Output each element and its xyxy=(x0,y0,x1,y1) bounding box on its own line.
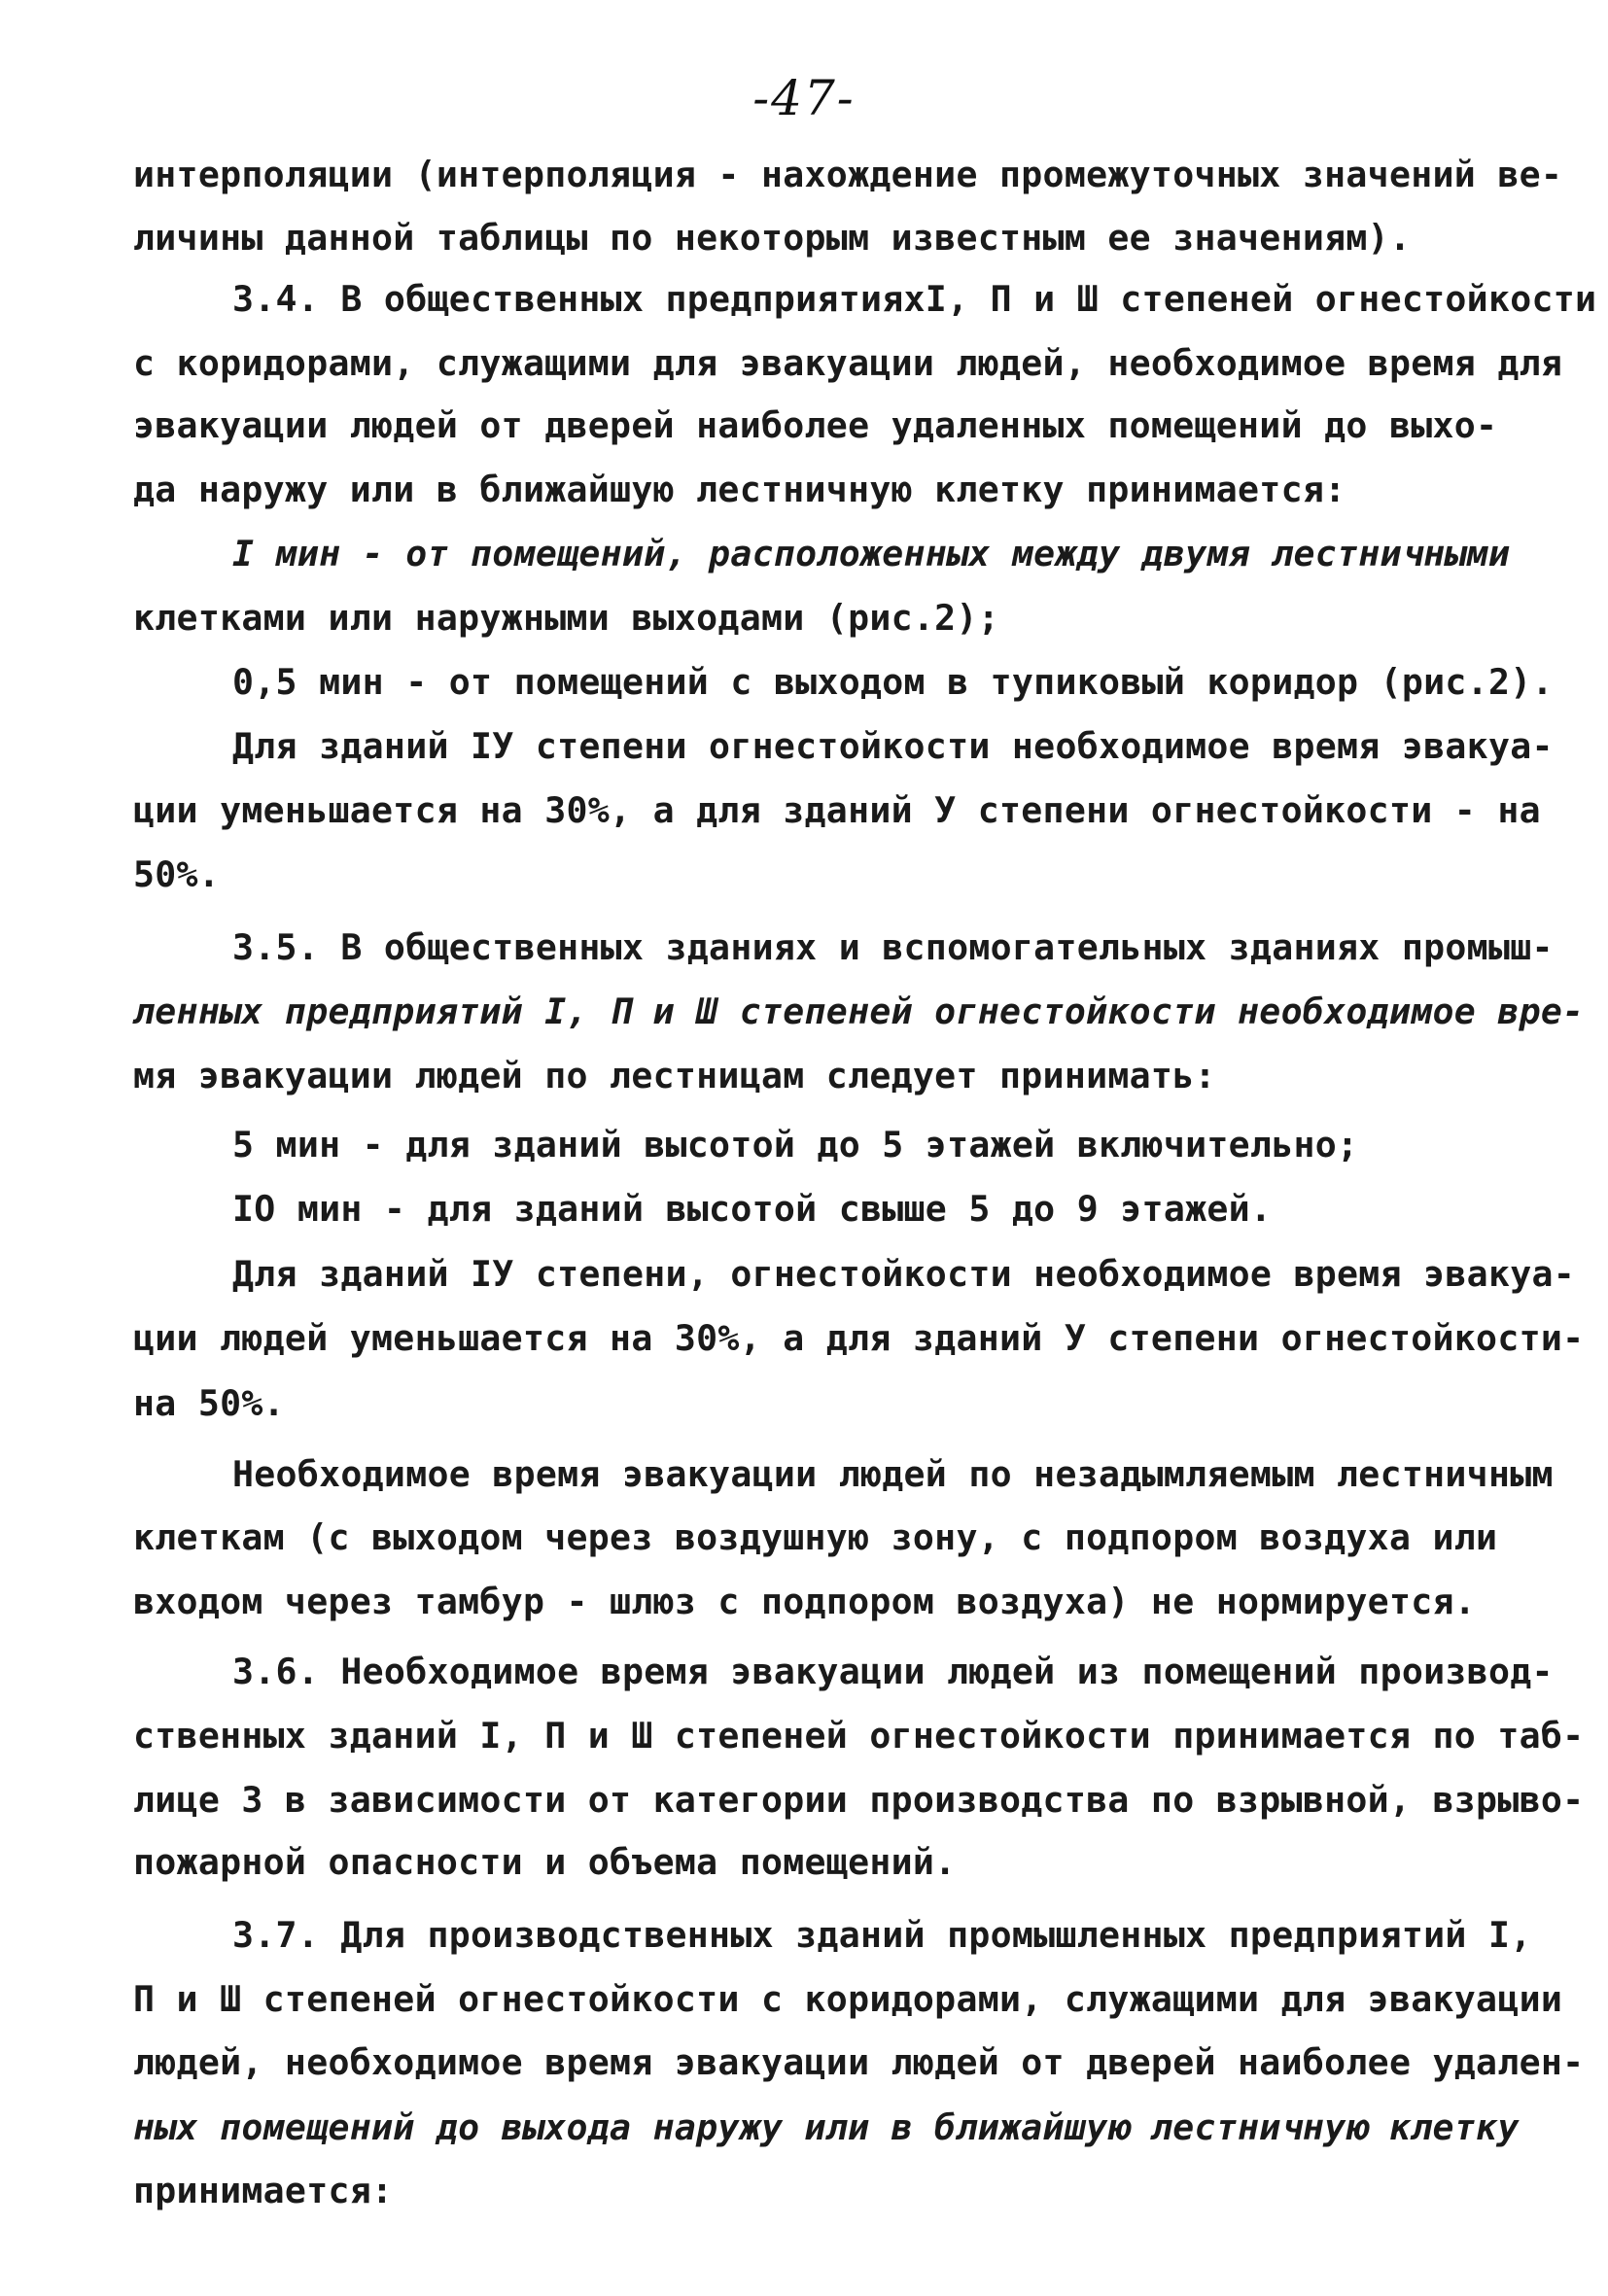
text-line: ции уменьшается на 30%, а для зданий У степени огнестойкости - на xyxy=(133,789,1541,831)
text-line: 5 мин - для зданий высотой до 5 этажей включительно; xyxy=(232,1124,1359,1165)
text-line: личины данной таблицы по некоторым известным ее значениям). xyxy=(133,217,1412,259)
page-number: -47- xyxy=(752,70,856,126)
text-line: с коридорами, служащими для эвакуации людей, необходимое время для xyxy=(133,342,1563,384)
text-line: ленных предприятий I, П и Ш степеней огнестойкости необходимое вре- xyxy=(133,991,1585,1032)
text-line: Для зданий IУ степени огнестойкости необходимое время эвакуа- xyxy=(232,725,1554,767)
text-line: 3.7. Для производственных зданий промышленных предприятий I, xyxy=(232,1914,1532,1956)
text-line: 0,5 мин - от помещений с выходом в тупиковый коридор (рис.2). xyxy=(232,661,1554,703)
text-line: входом через тамбур - шлюз с подпором воздуха) не нормируется. xyxy=(133,1581,1477,1622)
text-line: мя эвакуации людей по лестницам следует принимать: xyxy=(133,1055,1216,1096)
text-line: 3.6. Необходимое время эвакуации людей из помещений производ- xyxy=(232,1651,1554,1692)
text-line: ных помещений до выхода наружу или в ближайшую лестничную клетку xyxy=(133,2106,1520,2148)
text-line: ции людей уменьшается на 30%, а для зданий У степени огнестойкости- xyxy=(133,1317,1585,1359)
text-line: клетками или наружными выходами (рис.2); xyxy=(133,597,999,639)
text-line: клеткам (с выходом через воздушную зону, с подпором воздуха или xyxy=(133,1516,1498,1558)
text-line: I мин - от помещений, расположенных между двумя лестничными xyxy=(232,533,1511,574)
text-line: 50%. xyxy=(133,853,221,895)
text-line: эвакуации людей от дверей наиболее удаленных помещений до выхо- xyxy=(133,404,1498,446)
text-line: ственных зданий I, П и Ш степеней огнестойкости принимается по таб- xyxy=(133,1715,1585,1757)
text-line: П и Ш степеней огнестойкости с коридорами, служащими для эвакуации xyxy=(133,1978,1563,2020)
text-line: 3.4. В общественных предприятияхI, П и Ш степеней огнестойкости xyxy=(232,278,1597,320)
text-line: интерполяции (интерполяция - нахождение промежуточных значений ве- xyxy=(133,154,1563,195)
text-line: лице 3 в зависимости от категории производства по взрывной, взрыво- xyxy=(133,1779,1585,1821)
text-line: IO мин - для зданий высотой свыше 5 до 9 этажей. xyxy=(232,1188,1273,1230)
text-line: 3.5. В общественных зданиях и вспомогательных зданиях промыш- xyxy=(232,926,1554,968)
text-line: Необходимое время эвакуации людей по незадымляемым лестничным xyxy=(232,1453,1554,1495)
text-line: пожарной опасности и объема помещений. xyxy=(133,1841,957,1883)
text-line: на 50%. xyxy=(133,1382,285,1424)
text-line: людей, необходимое время эвакуации людей от дверей наиболее удален- xyxy=(133,2041,1585,2083)
text-line: принимается: xyxy=(133,2170,394,2211)
text-line: да наружу или в ближайшую лестничную клетку принимается: xyxy=(133,469,1346,510)
text-line: Для зданий IУ степени, огнестойкости необходимое время эвакуа- xyxy=(232,1253,1576,1295)
